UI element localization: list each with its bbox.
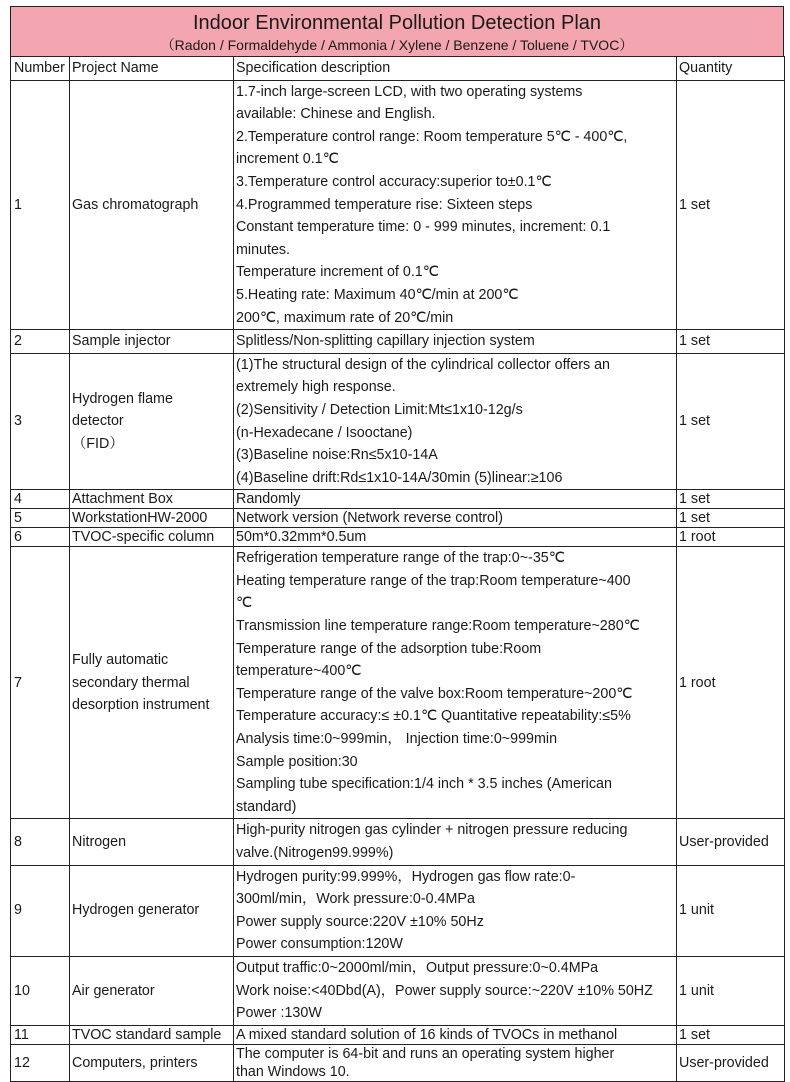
specification-line: A mixed standard solution of 16 kinds of TVOCs in methanol <box>236 1026 618 1043</box>
table-row <box>11 1025 785 1044</box>
row-quantity: 1 unit <box>677 956 785 1025</box>
specification-line: 200℃, maximum rate of 20℃/min <box>236 309 454 326</box>
equipment-table <box>10 56 785 1082</box>
specification-line: standard) <box>236 798 297 815</box>
document-title: Indoor Environmental Pollution Detection Plan <box>192 12 602 34</box>
specification-line: 4.Programmed temperature rise: Sixteen steps <box>236 196 533 213</box>
row-project-name <box>70 330 234 354</box>
row-project-name <box>70 1025 234 1044</box>
row-quantity: 1 root <box>677 528 785 547</box>
row-number: 8 <box>11 819 70 865</box>
specification-line: 3.Temperature control accuracy:superior to±0.1℃ <box>236 173 552 190</box>
specification-line: valve.(Nitrogen99.999%) <box>236 845 394 861</box>
row-number: 12 <box>11 1044 70 1081</box>
table-row <box>11 819 785 865</box>
specification-line: (2)Sensitivity / Detection Limit:Mt≤1x10-12g/s <box>236 401 523 418</box>
specification-line: High-purity nitrogen gas cylinder + nitrogen pressure reducing <box>236 822 628 839</box>
specification-line: than Windows 10. <box>236 1063 350 1080</box>
row-quantity: 1 unit <box>677 865 785 956</box>
specification-line: The computer is 64-bit and runs an operating system higher <box>236 1045 615 1062</box>
specification-line: Analysis time:0~999min， Injection time:0~999min <box>236 731 558 748</box>
table-row <box>11 865 785 956</box>
header-specification: Specification description <box>234 57 677 81</box>
row-project-name <box>70 1044 234 1081</box>
row-quantity: User-provided <box>677 1044 785 1081</box>
header-quantity: Quantity <box>677 57 785 81</box>
row-specification <box>234 956 677 1025</box>
row-specification <box>234 819 677 865</box>
project-name-line: Fully automatic <box>72 651 169 668</box>
project-name-line: Hydrogen flame <box>72 390 173 407</box>
project-name-line: Nitrogen <box>72 833 127 850</box>
specification-line: increment 0.1℃ <box>236 151 339 168</box>
row-number: 11 <box>11 1025 70 1044</box>
project-name-line: Air generator <box>72 982 155 999</box>
row-number: 9 <box>11 865 70 956</box>
row-quantity: 1 root <box>677 547 785 819</box>
specification-line: Transmission line temperature range:Room temperature~280℃ <box>236 618 640 635</box>
specification-line: Constant temperature time: 0 - 999 minutes, increment: 0.1 <box>236 219 611 236</box>
specification-line: (4)Baseline drift:Rd≤1x10-14A/30min (5)linear:≥106 <box>236 469 563 486</box>
table-row <box>11 956 785 1025</box>
specification-line: Temperature accuracy:≤ ±0.1℃ Quantitative repeatability:≤5% <box>236 708 631 725</box>
table-row <box>11 330 785 354</box>
specification-line: Refrigeration temperature range of the trap:0~-35℃ <box>236 550 565 567</box>
row-number: 7 <box>11 547 70 819</box>
specification-line: Work noise:<40Dbd(A)，Power supply source:~220V ±10% 50HZ <box>236 982 653 999</box>
specification-line: extremely high response. <box>236 379 396 396</box>
row-project-name <box>70 509 234 528</box>
specification-line: available: Chinese and English. <box>236 106 436 123</box>
row-project-name <box>70 528 234 547</box>
row-quantity: 1 set <box>677 80 785 330</box>
header-project-name: Project Name <box>70 57 234 81</box>
specification-line: (3)Baseline noise:Rn≤5x10-14A <box>236 447 438 464</box>
specification-line: Power :130W <box>236 1005 322 1022</box>
project-name-line: Computers, printers <box>72 1054 198 1071</box>
project-name-line: WorkstationHW-2000 <box>72 510 208 527</box>
row-specification <box>234 1044 677 1081</box>
specification-line: Hydrogen purity:99.999%，Hydrogen gas flow rate:0- <box>236 868 576 885</box>
row-number: 1 <box>11 80 70 330</box>
row-number: 3 <box>11 353 70 490</box>
header-number: Number <box>11 57 70 81</box>
row-quantity: 1 set <box>677 509 785 528</box>
specification-line: Sampling tube specification:1/4 inch * 3.5 inches (American <box>236 776 612 793</box>
row-project-name <box>70 865 234 956</box>
specification-line: Temperature range of the adsorption tube:Room <box>236 640 542 657</box>
specification-line: ℃ <box>236 595 253 612</box>
row-specification <box>234 509 677 528</box>
specification-line: 50m*0.32mm*0.5um <box>236 529 367 546</box>
specification-line: temperature~400℃ <box>236 663 362 680</box>
row-number: 5 <box>11 509 70 528</box>
row-project-name <box>70 547 234 819</box>
project-name-line: Sample injector <box>72 333 171 350</box>
document-subtitle: （Radon / Formaldehyde / Ammonia / Xylene / Benzene / Toluene / TVOC） <box>160 37 634 53</box>
specification-line: Temperature range of the valve box:Room temperature~200℃ <box>236 685 633 702</box>
specification-line: Heating temperature range of the trap:Room temperature~400 <box>236 572 631 589</box>
row-quantity: User-provided <box>677 819 785 865</box>
title-banner <box>10 6 784 56</box>
specification-line: Sample position:30 <box>236 753 358 770</box>
table-row <box>11 547 785 819</box>
row-project-name <box>70 956 234 1025</box>
row-project-name <box>70 819 234 865</box>
project-name-line: TVOC-specific column <box>72 529 215 546</box>
row-project-name <box>70 80 234 330</box>
table-row <box>11 80 785 330</box>
project-name-line: TVOC standard sample <box>72 1026 222 1043</box>
table-body <box>11 80 785 1081</box>
row-specification <box>234 330 677 354</box>
specification-line: minutes. <box>236 241 291 258</box>
row-quantity: 1 set <box>677 353 785 490</box>
project-name-line: Hydrogen generator <box>72 902 200 919</box>
row-quantity: 1 set <box>677 330 785 354</box>
project-name-line: Gas chromatograph <box>72 196 199 213</box>
table-header-row <box>11 57 785 81</box>
specification-line: 2.Temperature control range: Room temperature 5℃ - 400℃, <box>236 128 628 145</box>
specification-line: Splitless/Non-splitting capillary injection system <box>236 333 535 350</box>
project-name-line: secondary thermal <box>72 674 190 691</box>
row-number: 10 <box>11 956 70 1025</box>
row-specification <box>234 1025 677 1044</box>
table-row <box>11 353 785 490</box>
specification-line: Randomly <box>236 491 301 508</box>
row-project-name <box>70 490 234 509</box>
row-number: 6 <box>11 528 70 547</box>
project-name-line: （FID） <box>72 435 124 452</box>
row-quantity: 1 set <box>677 490 785 509</box>
specification-line: Network version (Network reverse control) <box>236 510 503 527</box>
document-sheet <box>10 6 784 1082</box>
specification-line: Power consumption:120W <box>236 936 403 953</box>
table-row <box>11 490 785 509</box>
project-name-line: Attachment Box <box>72 491 173 508</box>
project-name-line: desorption instrument <box>72 697 210 714</box>
row-specification <box>234 490 677 509</box>
table-row <box>11 528 785 547</box>
table-row <box>11 1044 785 1081</box>
table-row <box>11 509 785 528</box>
row-project-name <box>70 353 234 490</box>
project-name-line: detector <box>72 413 124 430</box>
row-specification <box>234 547 677 819</box>
row-specification <box>234 353 677 490</box>
row-specification <box>234 528 677 547</box>
specification-line: (1)The structural design of the cylindrical collector offers an <box>236 356 611 373</box>
row-number: 2 <box>11 330 70 354</box>
specification-line: (n-Hexadecane / Isooctane) <box>236 424 413 441</box>
specification-line: Output traffic:0~2000ml/min，Output pressure:0~0.4MPa <box>236 959 599 976</box>
specification-line: Power supply source:220V ±10% 50Hz <box>236 913 484 930</box>
row-specification <box>234 865 677 956</box>
row-number: 4 <box>11 490 70 509</box>
specification-line: 5.Heating rate: Maximum 40℃/min at 200℃ <box>236 286 519 303</box>
row-specification <box>234 80 677 330</box>
row-quantity: 1 set <box>677 1025 785 1044</box>
specification-line: Temperature increment of 0.1℃ <box>236 264 439 281</box>
specification-line: 300ml/min，Work pressure:0-0.4MPa <box>236 891 475 908</box>
specification-line: 1.7-inch large-screen LCD, with two operating systems <box>236 83 583 100</box>
